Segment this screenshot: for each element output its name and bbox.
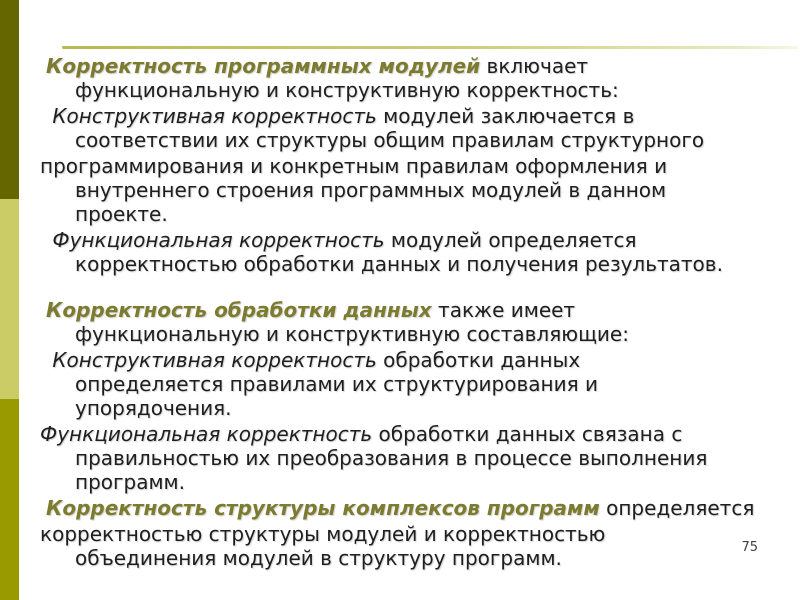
text-line xyxy=(21,154,796,178)
text-line xyxy=(21,396,796,420)
slide-paragraph xyxy=(21,496,796,520)
heading-text-run: Корректность структуры комплексов программ xyxy=(46,496,600,520)
text-line xyxy=(21,348,796,372)
heading-text-run: Корректность программных модулей xyxy=(46,54,481,78)
text-run: обработки данных связана с xyxy=(372,422,683,446)
text-run: правильностью их преобразования в процессе выполнения xyxy=(75,446,708,470)
text-run: Конструктивная корректность xyxy=(46,348,377,372)
text-run: проекте. xyxy=(75,202,168,226)
text-line xyxy=(21,252,796,276)
text-run: также имеет xyxy=(431,298,576,322)
text-line xyxy=(21,178,796,202)
text-line xyxy=(21,78,796,102)
left-accent-bar xyxy=(0,0,19,600)
text-run: включает xyxy=(480,54,589,78)
text-run: Конструктивная корректность xyxy=(46,104,377,128)
text-run: программ. xyxy=(75,470,185,494)
text-run: определяется правилами их структурирования и xyxy=(75,372,598,396)
text-run: функциональную и конструктивную составляющие: xyxy=(75,322,629,346)
text-run: программирования и конкретным правилам оформления и xyxy=(40,154,668,178)
text-line xyxy=(21,54,796,78)
slide-paragraph xyxy=(21,54,796,102)
text-run: функциональную и конструктивную корректность: xyxy=(75,78,619,102)
text-line xyxy=(21,104,796,128)
text-line xyxy=(21,470,796,494)
text-line xyxy=(21,298,796,322)
text-line xyxy=(21,228,796,252)
text-run: определяется xyxy=(599,496,755,520)
slide-paragraph xyxy=(21,522,796,570)
text-line xyxy=(21,422,796,446)
accent-bar-segment-top xyxy=(0,0,19,199)
page-number: 75 xyxy=(741,540,758,555)
accent-bar-segment-bottom xyxy=(0,399,19,600)
slide-paragraph xyxy=(21,104,796,152)
text-run: корректностью обработки данных и получения результатов. xyxy=(75,252,723,276)
text-run: внутреннего строения программных модулей в данном xyxy=(75,178,667,202)
text-run: обработки данных xyxy=(376,348,581,372)
text-run: Функциональная корректность xyxy=(40,422,373,446)
slide-paragraph xyxy=(21,422,796,494)
text-line xyxy=(21,128,796,152)
text-run: упорядочения. xyxy=(75,396,232,420)
text-run: корректностью структуры модулей и корректностью xyxy=(40,522,606,546)
heading-text-run: Корректность обработки данных xyxy=(46,298,432,322)
slide-paragraph xyxy=(21,154,796,226)
text-run: объединения модулей в структуру программ. xyxy=(75,546,562,570)
text-line xyxy=(21,372,796,396)
text-run: Функциональная корректность xyxy=(46,228,385,252)
top-divider-line xyxy=(62,46,798,49)
text-line xyxy=(21,446,796,470)
text-run: модулей определяется xyxy=(384,228,637,252)
slide-body-text xyxy=(21,54,796,572)
text-line xyxy=(21,322,796,346)
accent-bar-segment-middle xyxy=(0,199,19,399)
text-run: соответствии их структуры общим правилам структурного xyxy=(75,128,705,152)
text-line xyxy=(21,546,796,570)
slide-paragraph xyxy=(21,228,796,276)
text-line xyxy=(21,202,796,226)
text-line xyxy=(21,522,796,546)
slide-paragraph xyxy=(21,348,796,420)
slide-paragraph xyxy=(21,298,796,346)
text-run: модулей заключается в xyxy=(376,104,635,128)
text-line xyxy=(21,496,796,520)
